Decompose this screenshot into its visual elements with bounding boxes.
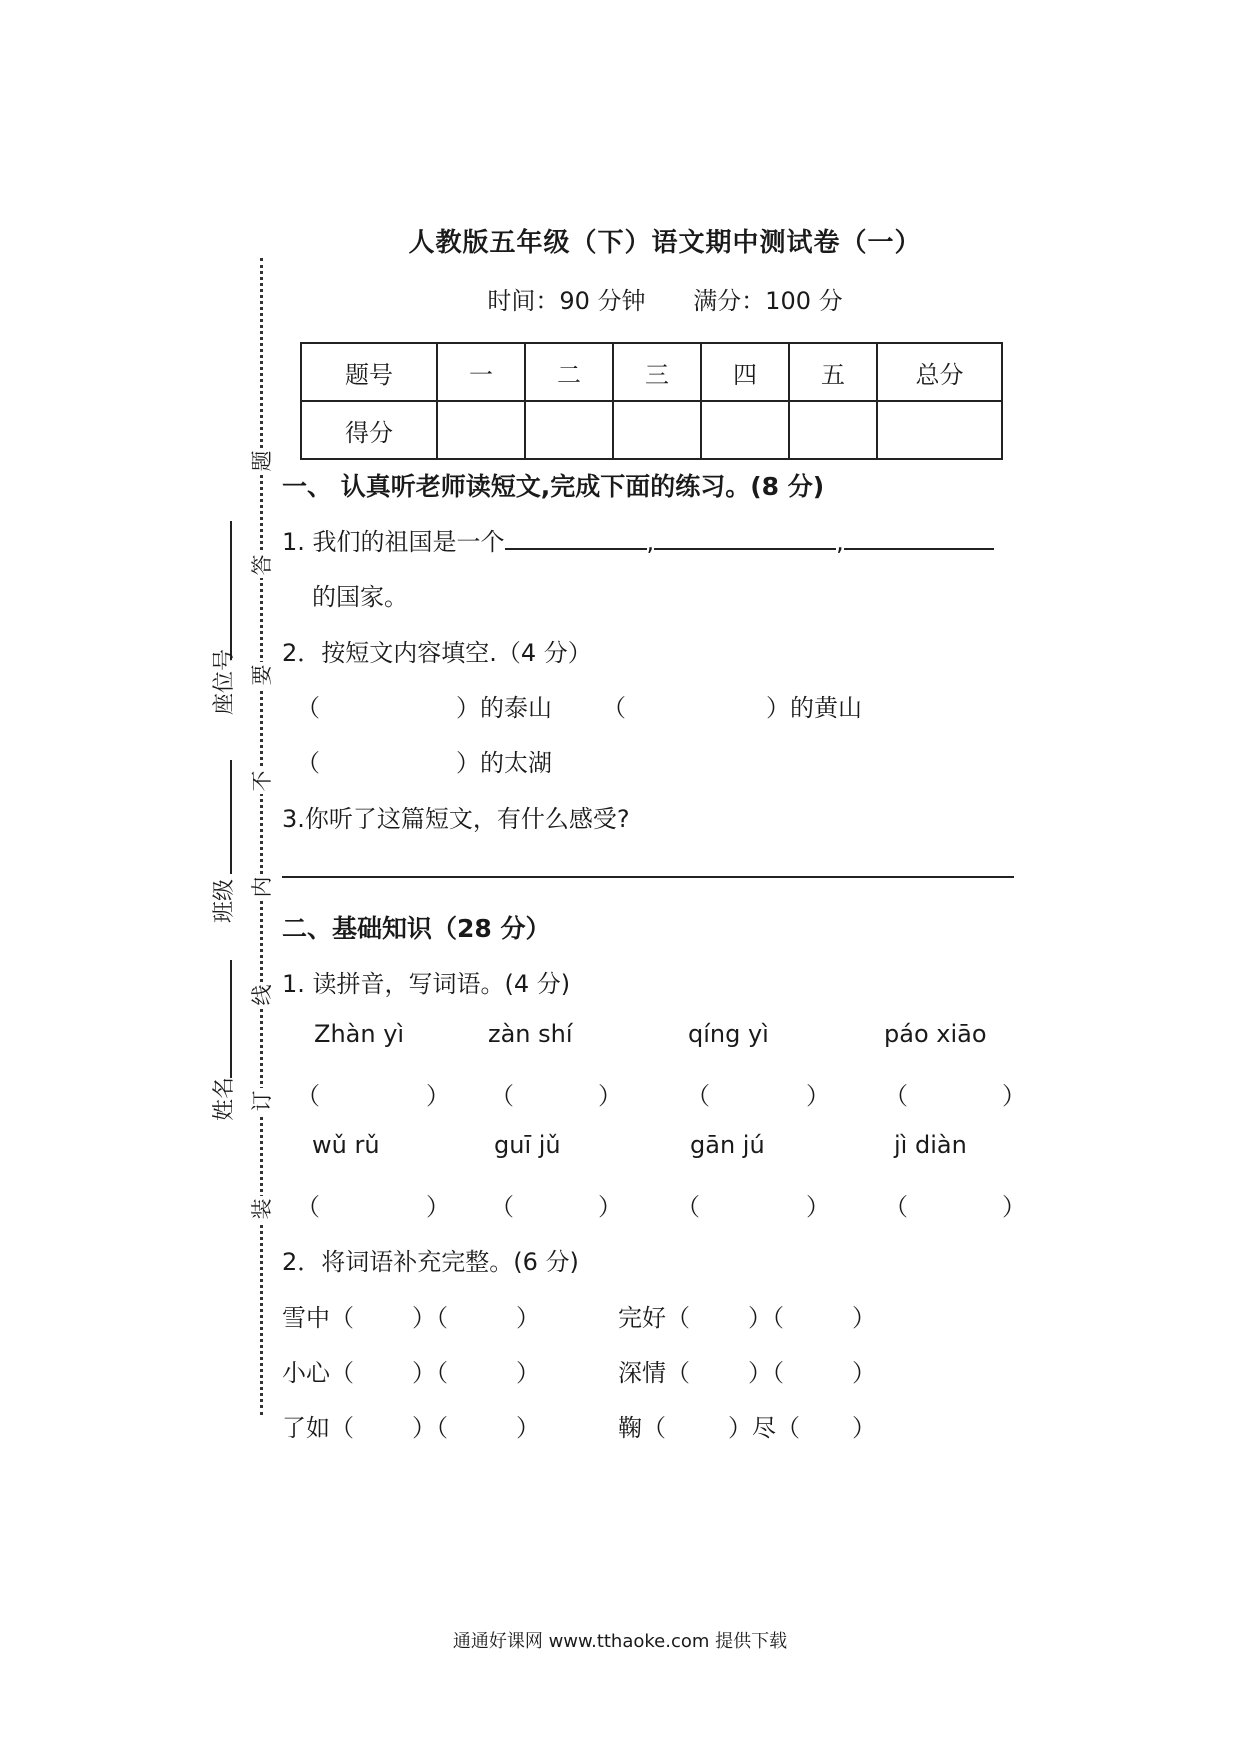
idiom-right: 深情（: [618, 1359, 690, 1387]
score-cell[interactable]: [613, 401, 701, 459]
paren-close: ）: [852, 1304, 876, 1332]
pinyin: gān jú: [690, 1131, 765, 1159]
binding-char: 线: [246, 982, 276, 1008]
idiom-right: 鞠（: [618, 1414, 666, 1442]
score-table-header-row: [301, 343, 1002, 401]
section1-heading: 一、 认真听老师读短文,完成下面的练习。(8 分): [282, 472, 825, 501]
footer-watermark: 通通好课网 www.tthaoke.com 提供下载: [452, 1631, 788, 1652]
s2-q2: 2．将词语补充完整。(6 分): [282, 1248, 579, 1276]
s1-q2-item: ）的泰山: [456, 694, 552, 722]
paren-open: （: [884, 1082, 908, 1110]
full-score: 满分：100 分: [693, 287, 843, 315]
binding-char: 要: [246, 662, 276, 688]
paren-open: （: [490, 1082, 514, 1110]
paren-open: （: [296, 749, 320, 777]
paren-open: （: [296, 694, 320, 722]
header-cell: 三: [613, 343, 701, 401]
idiom-right: 完好（: [618, 1304, 690, 1332]
score-cell[interactable]: [525, 401, 613, 459]
answer-blank[interactable]: [505, 524, 647, 550]
score-table-score-row: [301, 401, 1002, 459]
pinyin: Zhàn yì: [314, 1020, 405, 1048]
pinyin: wǔ rǔ: [312, 1131, 380, 1159]
pinyin: guī jǔ: [494, 1131, 561, 1159]
comma: ,: [836, 528, 844, 556]
paren-open: （: [884, 1193, 908, 1221]
seat-number-label: 座位号: [212, 648, 237, 715]
paren-pair: ）（: [748, 1359, 784, 1387]
paren-close: ）: [1002, 1193, 1026, 1221]
seat-number-line: [230, 521, 232, 660]
row-label-cell: 得分: [301, 401, 437, 459]
exam-title: 人教版五年级（下）语文期中测试卷（一）: [408, 228, 922, 258]
paren-close: ）: [516, 1414, 540, 1442]
idiom-left: 了如（: [282, 1414, 354, 1442]
binding-char: 内: [246, 874, 276, 900]
binding-char: 答: [246, 552, 276, 578]
binding-char: 不: [246, 768, 276, 794]
name-line: [230, 960, 232, 1078]
s1-q2-item: ）的太湖: [456, 749, 552, 777]
paren-close: ）: [516, 1359, 540, 1387]
pinyin: páo xiāo: [884, 1020, 987, 1048]
score-cell[interactable]: [437, 401, 525, 459]
score-cell[interactable]: [877, 401, 1002, 459]
pinyin: jì diàn: [894, 1131, 967, 1159]
header-cell: 总分: [877, 343, 1002, 401]
idiom-left: 雪中（: [282, 1304, 354, 1332]
s1-q2-item: ）的黄山: [766, 694, 862, 722]
idiom-middle: ）尽（: [728, 1414, 800, 1442]
paren-close: ）: [1002, 1082, 1026, 1110]
paren-close: ）: [806, 1082, 830, 1110]
paren-open: （: [490, 1193, 514, 1221]
score-table: [300, 342, 1003, 460]
paren-open: （: [686, 1082, 710, 1110]
header-cell: 五: [789, 343, 877, 401]
s1-q2: 2．按短文内容填空.（4 分）: [282, 639, 592, 667]
paren-open: （: [676, 1193, 700, 1221]
header-cell: 题号: [301, 343, 437, 401]
binding-char: 题: [246, 448, 276, 474]
score-cell[interactable]: [701, 401, 789, 459]
class-label: 班级: [212, 878, 237, 923]
paren-close: ）: [516, 1304, 540, 1332]
paren-open: （: [296, 1082, 320, 1110]
comma: ,: [646, 528, 655, 556]
s1-q1: [282, 522, 994, 557]
paren-close: ）: [852, 1414, 876, 1442]
paren-close: ）: [598, 1082, 622, 1110]
paren-close: ）: [426, 1082, 450, 1110]
binding-dotted-line: [260, 258, 263, 1415]
binding-char: 装: [246, 1196, 276, 1222]
binding-char: 订: [246, 1088, 276, 1114]
paren-pair: ）（: [748, 1304, 784, 1332]
paren-pair: ）（: [412, 1304, 448, 1332]
time-limit: 时间：90 分钟: [487, 287, 646, 315]
paren-close: ）: [598, 1193, 622, 1221]
s1-q1-suffix: 的国家。: [312, 583, 408, 611]
paren-open: （: [602, 694, 626, 722]
pinyin: zàn shí: [488, 1020, 573, 1048]
s1-q3: 3.你听了这篇短文，有什么感受?: [282, 805, 630, 833]
name-label: 姓名: [212, 1076, 237, 1121]
exam-subtitle: [0, 281, 1240, 316]
class-line: [230, 760, 232, 874]
paren-close: ）: [806, 1193, 830, 1221]
paren-close: ）: [426, 1193, 450, 1221]
answer-blank[interactable]: [654, 524, 836, 550]
answer-blank[interactable]: [844, 524, 994, 550]
paren-close: ）: [852, 1359, 876, 1387]
answer-line[interactable]: [282, 876, 1014, 878]
section2-heading: 二、基础知识（28 分）: [282, 914, 551, 943]
paren-pair: ）（: [412, 1414, 448, 1442]
idiom-left: 小心（: [282, 1359, 354, 1387]
s1-q1-prefix: 1. 我们的祖国是一个: [282, 528, 505, 556]
score-cell[interactable]: [789, 401, 877, 459]
header-cell: 一: [437, 343, 525, 401]
header-cell: 四: [701, 343, 789, 401]
paren-open: （: [296, 1193, 320, 1221]
paren-pair: ）（: [412, 1359, 448, 1387]
pinyin: qíng yì: [688, 1020, 769, 1048]
header-cell: 二: [525, 343, 613, 401]
s2-q1: 1. 读拼音，写词语。(4 分): [282, 970, 571, 998]
